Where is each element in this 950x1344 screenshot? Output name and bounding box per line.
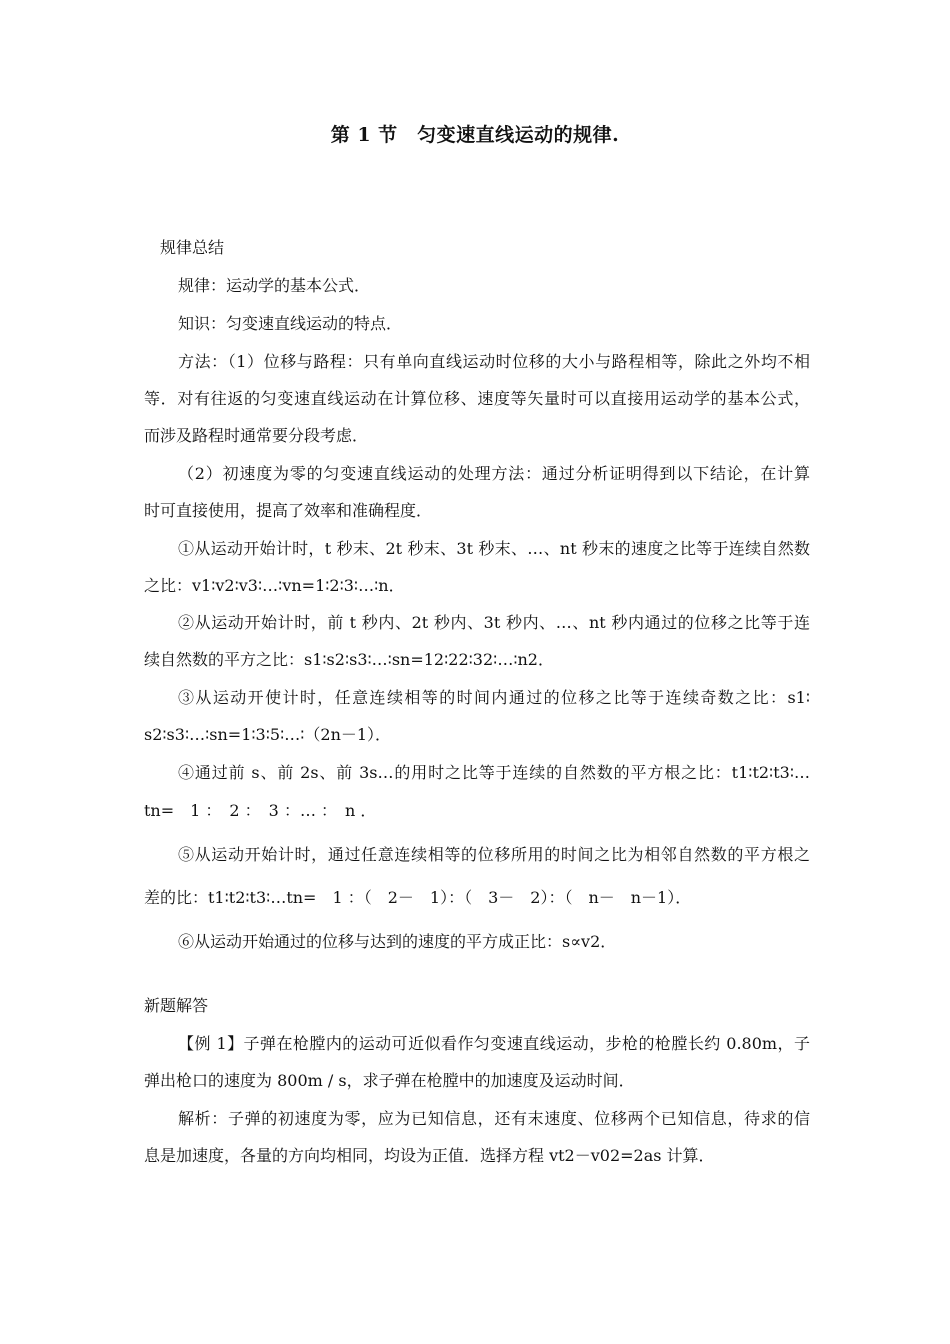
- paragraph-line: 规律：运动学的基本公式．: [178, 276, 371, 295]
- paragraph-line: ④通过前 s、前 2s、前 3s…的用时之比等于连续的自然数的平方根之比：t1∶t2∶t3∶…: [178, 763, 810, 782]
- formula-line: s2∶s3∶…∶sn=1∶3∶5∶…∶（2n－1）．: [144, 725, 392, 744]
- paragraph-line: ②从运动开始计时，前 t 秒内、2t 秒内、3t 秒内、…、nt 秒内通过的位移之比等于连: [178, 613, 810, 632]
- paragraph-line: ①从运动开始计时，t 秒末、2t 秒末、3t 秒末、…、nt 秒末的速度之比等于连续自然数: [178, 539, 810, 558]
- paragraph-line: 时可直接使用，提高了效率和准确程度．: [144, 501, 433, 520]
- section-heading: 新题解答: [144, 996, 209, 1015]
- paragraph-line: ③从运动开使计时，任意连续相等的时间内通过的位移之比等于连续奇数之比：s1∶: [178, 688, 810, 707]
- page-title: 第 1 节 匀变速直线运动的规律.: [330, 124, 620, 146]
- formula-line: tn= 1 ： 2 ： 3 ：… ： n ．: [144, 801, 377, 820]
- paragraph-line: ⑤从运动开始计时，通过任意连续相等的位移所用的时间之比为相邻自然数的平方根之: [178, 845, 810, 864]
- paragraph-line: 而涉及路程时通常要分段考虑．: [144, 426, 369, 445]
- paragraph-line: ⑥从运动开始通过的位移与达到的速度的平方成正比：s∝v2．: [178, 932, 617, 951]
- solution-line: 解析：子弹的初速度为零，应为已知信息，还有末速度、位移两个已知信息，待求的信: [178, 1109, 810, 1128]
- formula-line: 续自然数的平方之比：s1∶s2∶s3∶…∶sn=12∶22∶32∶…∶n2．: [144, 650, 554, 669]
- example-line: 【例 1】子弹在枪膛内的运动可近似看作匀变速直线运动，步枪的枪膛长约 0.80m，子: [178, 1034, 810, 1053]
- example-line: 弹出枪口的速度为 800m / s，求子弹在枪膛中的加速度及运动时间．: [144, 1071, 635, 1090]
- paragraph-line: （2）初速度为零的匀变速直线运动的处理方法：通过分析证明得到以下结论，在计算: [178, 464, 810, 483]
- paragraph-line: 知识：匀变速直线运动的特点．: [178, 314, 403, 333]
- formula-line: 差的比：t1∶t2∶t3∶…tn= 1 ：（ 2－ 1）：（ 3－ 2）：（ n－ n－1）．: [144, 888, 692, 907]
- section-heading: 规律总结: [160, 238, 225, 257]
- paragraph-line: 方法：（1）位移与路程：只有单向直线运动时位移的大小与路程相等，除此之外均不相: [178, 352, 810, 371]
- paragraph-line: 等．对有往返的匀变速直线运动在计算位移、速度等矢量时可以直接用运动学的基本公式，: [144, 389, 810, 408]
- solution-line: 息是加速度，各量的方向均相同，均设为正值．选择方程 vt2－v02=2as 计算．: [144, 1146, 715, 1165]
- formula-line: 之比：v1∶v2∶v3∶…∶vn=1∶2∶3∶…∶n．: [144, 576, 405, 595]
